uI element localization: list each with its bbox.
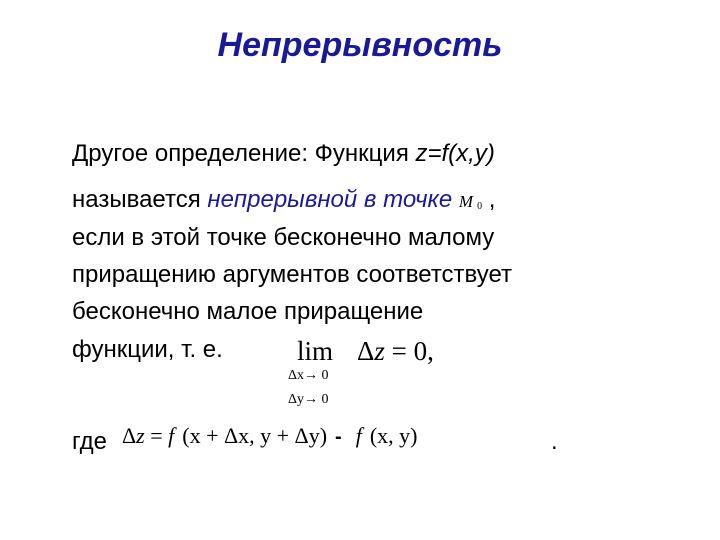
end-period: . [551, 428, 558, 455]
limit-rhs: = 0, [384, 336, 434, 366]
delta-symbol: Δ [357, 336, 375, 366]
point-letter: M [458, 192, 474, 211]
z-variable: z [374, 336, 385, 366]
limit-condition-x: Δx→ 0 [288, 368, 329, 383]
function-f-1: f [168, 423, 175, 448]
point-subscript: 0 [477, 201, 483, 212]
minus-sign: - [335, 426, 342, 448]
increment-delta: Δ [122, 423, 137, 448]
function-f-2: f [355, 423, 362, 448]
called-text: называется [72, 186, 208, 213]
lim-symbol: lim [297, 336, 334, 366]
definition-line-5: бесконечно малое приращение [72, 298, 424, 325]
definition-line-3: если в этой точке бесконечно малому [72, 224, 495, 251]
definition-line-6: функции, т. е. [72, 336, 223, 363]
function-notation: z=f(x,y) [415, 140, 495, 167]
equals-sign: = [144, 423, 169, 448]
comma: , [482, 186, 496, 213]
definition-intro: Другое определение: Функция [72, 140, 416, 167]
definition-line-1 [72, 140, 495, 168]
where-label: где [72, 428, 108, 455]
definition-line-2 [72, 186, 495, 221]
definition-line-4: приращению аргументов соответствует [72, 261, 513, 288]
incremented-arguments: (x + Δx, y + Δy) [182, 423, 328, 448]
limit-condition-y: Δy→ 0 [288, 392, 329, 407]
point-m0 [459, 192, 482, 211]
limit-expression [357, 336, 434, 367]
increment-z: z [136, 423, 145, 448]
continuous-at-point-term: непрерывной в точке [207, 186, 453, 213]
original-arguments: (x, y) [369, 423, 418, 448]
slide-title: Непрерывность [217, 26, 503, 64]
increment-formula [122, 423, 417, 449]
